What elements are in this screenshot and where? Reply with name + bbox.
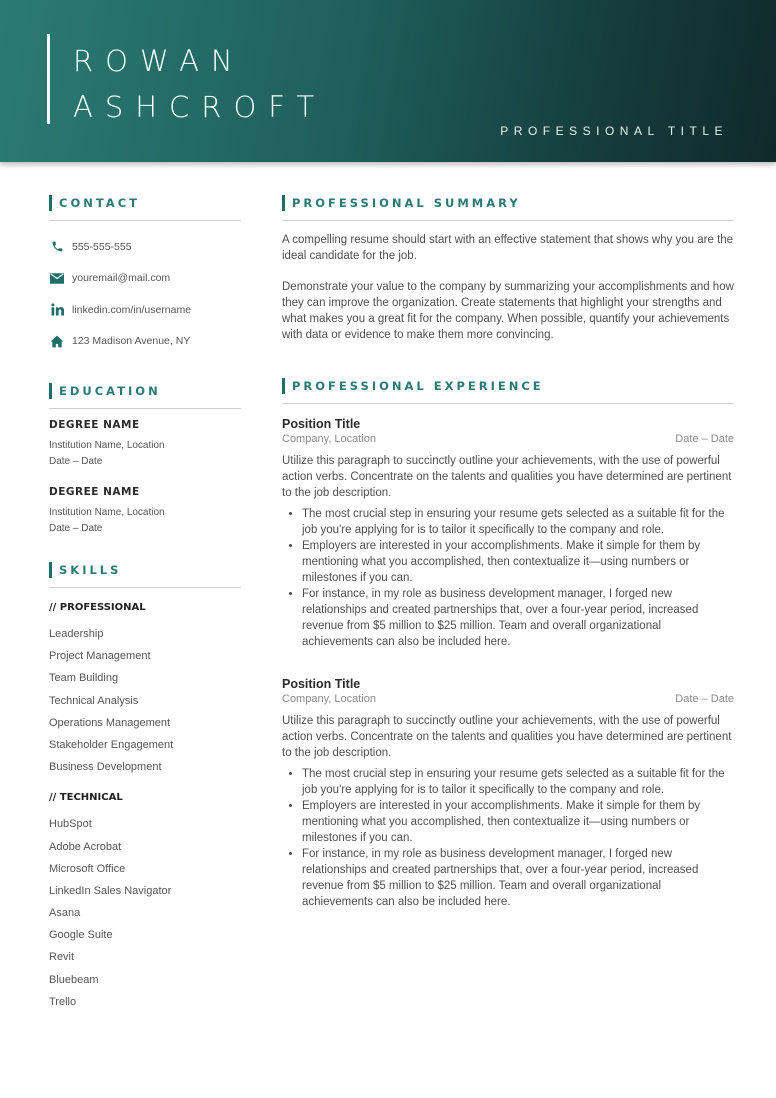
contact-heading: CONTACT (49, 194, 241, 212)
divider (49, 408, 241, 409)
education-entry (49, 486, 241, 537)
achievement-bullet: • Employers are interested in your accomplishments. Make it simple for them by mentioning what you accomplished, then contextualize it—using numbers or milestones if you can. (302, 538, 734, 586)
skill-item: Leadership (49, 628, 104, 640)
institution: Institution Name, Location (49, 507, 165, 518)
skill-item: Operations Management (49, 716, 171, 729)
skill-item: Technical Analysis (49, 694, 139, 707)
skill-item: Stakeholder Engagement (49, 738, 174, 751)
summary-heading: PROFESSIONAL SUMMARY (282, 194, 734, 212)
education-dates: Date – Date (49, 523, 103, 534)
contact-address (49, 326, 241, 358)
phone-text: 555-555-555 (72, 240, 132, 253)
header-accent-bar (47, 34, 50, 124)
contact-list (49, 231, 241, 357)
email-text: youremail@mail.com (72, 272, 171, 285)
left-column (49, 194, 241, 1013)
address-text: 123 Madison Avenue, NY (72, 335, 191, 348)
linkedin-text: linkedin.com/in/username (72, 303, 192, 316)
achievement-bullet: • For instance, in my role as business development manager, I forged new relationships and created partnerships that, over a four-year period, increased revenue from $5 million to $25 million. Team and overall organizational achievements can also be included here. (302, 586, 734, 650)
name-line-1: ROWAN (73, 44, 245, 78)
position-dates: Date – Date (675, 433, 734, 445)
skills-technical-label: // TECHNICAL (49, 792, 123, 804)
education-heading: EDUCATION (49, 382, 241, 400)
skills-heading: SKILLS (49, 561, 241, 579)
skill-item: Bluebeam (49, 973, 99, 986)
position-meta (282, 693, 734, 705)
achievement-bullet: • For instance, in my role as business development manager, I forged new relationships and created partnerships that, over a four-year period, increased revenue from $5 million to $25 million. Team and overall organizational achievements can also be included here. (302, 846, 734, 910)
name-line-2: ASHCROFT (73, 90, 327, 124)
divider (282, 403, 734, 404)
contact-phone (49, 231, 241, 263)
achievement-bullet: • The most crucial step in ensuring your resume gets selected as a suitable fit for the job you're applying for is to tailor it specifically to the company and role. (302, 506, 734, 538)
candidate-name (73, 38, 326, 130)
skill-item: LinkedIn Sales Navigator (49, 884, 172, 897)
achievement-bullet: • Employers are interested in your accomplishments. Make it simple for them by mentioning what you accomplished, then contextualize it—using numbers or milestones if you can. (302, 798, 734, 846)
skills-professional-label: // PROFESSIONAL (49, 602, 146, 613)
skill-item: Microsoft Office (49, 862, 126, 875)
education-entry (49, 419, 241, 470)
email-icon (49, 270, 65, 286)
position-meta (282, 433, 734, 445)
position-entry (282, 677, 734, 910)
position-intro: Utilize this paragraph to succinctly outline your achievements, with the use of powerful action verbs. Concentrate on the talents and qualities you have determined are pertinent to the job description. (282, 715, 732, 759)
skill-item: Adobe Acrobat (49, 840, 122, 853)
divider (282, 220, 734, 221)
skill-item: Revit (49, 951, 75, 964)
experience-heading: PROFESSIONAL EXPERIENCE (282, 377, 734, 395)
company-location: Company, Location (282, 693, 376, 705)
skill-item: Business Development (49, 761, 162, 774)
achievement-bullet: • The most crucial step in ensuring your resume gets selected as a suitable fit for the job you're applying for is to tailor it specifically to the company and role. (302, 766, 734, 798)
company-location: Company, Location (282, 433, 376, 445)
skill-item: Project Management (49, 650, 151, 663)
institution: Institution Name, Location (49, 440, 165, 451)
skills-technical-list (49, 813, 241, 1013)
degree-name: DEGREE NAME (49, 419, 140, 431)
contact-linkedin (49, 294, 241, 326)
skill-item: Google Suite (49, 929, 113, 942)
linkedin-icon (49, 302, 65, 318)
achievement-list (302, 506, 734, 650)
professional-title: PROFESSIONAL TITLE (500, 124, 728, 138)
skill-item: Asana (49, 907, 81, 920)
position-entry (282, 417, 734, 650)
summary-paragraph: A compelling resume should start with an effective statement that shows why you are the ideal candidate for the job. (282, 234, 734, 262)
home-icon (49, 333, 65, 349)
divider (49, 220, 241, 221)
phone-icon (49, 239, 65, 255)
skills-professional-list (49, 623, 241, 778)
achievement-list (302, 766, 734, 910)
position-title: Position Title (282, 417, 361, 431)
contact-email (49, 263, 241, 295)
skill-item: Trello (49, 995, 77, 1008)
right-column (282, 194, 734, 910)
position-title: Position Title (282, 677, 361, 691)
skill-item: HubSpot (49, 818, 92, 831)
position-dates: Date – Date (675, 693, 734, 705)
education-dates: Date – Date (49, 456, 103, 467)
position-intro: Utilize this paragraph to succinctly outline your achievements, with the use of powerful action verbs. Concentrate on the talents and qualities you have determined are pertinent to the job description. (282, 455, 732, 499)
header-banner (0, 0, 776, 162)
skill-item: Team Building (49, 672, 119, 685)
divider (49, 587, 241, 588)
summary-paragraph: Demonstrate your value to the company by summarizing your accomplishments and how they can improve the organization. Create statements that highlight your strengths and what makes you a great fit for the company. When possible, quantify your achievements with data or evidence to make them more convincing. (282, 281, 734, 341)
degree-name: DEGREE NAME (49, 486, 140, 498)
